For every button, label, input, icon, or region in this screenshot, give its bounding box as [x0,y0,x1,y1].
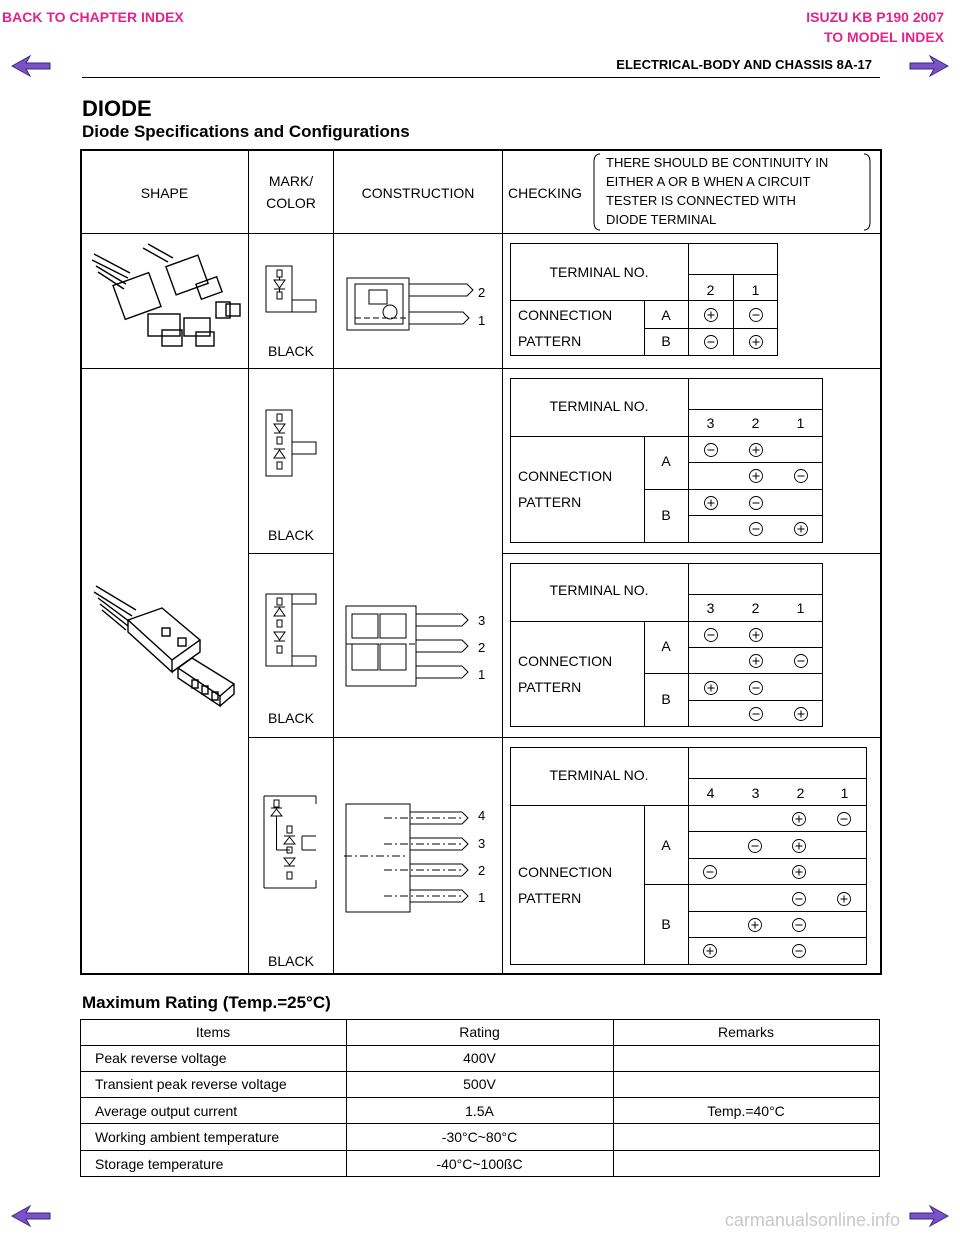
checking-note-line-4: DIODE TERMINAL [606,212,717,227]
minus-terminal-icon [748,706,764,722]
previous-page-arrow-icon[interactable] [12,56,50,76]
terminal-no-label: TERMINAL NO. [549,398,649,414]
minus-terminal-icon [791,891,807,907]
header-color: COLOR [266,195,316,211]
pattern-a-label: A [661,638,671,654]
plus-terminal-icon [703,307,719,323]
rating-value: 1.5A [465,1103,494,1119]
header-checking: CHECKING [508,185,582,201]
rating-item: Storage temperature [95,1156,224,1172]
rating-value: 400V [463,1050,496,1066]
minus-terminal-icon [702,864,718,880]
plus-terminal-icon [793,706,809,722]
mark-color-black: BLACK [268,953,314,969]
pin-label: 3 [478,836,486,851]
plus-terminal-icon [703,680,719,696]
pattern-label: PATTERN [518,333,582,349]
pin-label: 2 [478,863,486,878]
mark-color-black: BLACK [268,710,314,726]
plus-terminal-icon [836,891,852,907]
plus-terminal-icon [748,653,764,669]
rating-item: Working ambient temperature [95,1129,280,1145]
pattern-b-label: B [661,691,671,707]
rating-item: Average output current [95,1103,238,1119]
pattern-b-label: B [661,916,671,932]
pattern-b-label: B [661,333,671,349]
pin-label: 1 [478,667,486,682]
minus-terminal-icon [703,334,719,350]
minus-terminal-icon [791,917,807,933]
terminal-number: 3 [751,785,760,801]
rating-header-rating: Rating [459,1024,500,1040]
four-pin-construction-drawing [344,800,484,915]
pin-label: 2 [478,285,486,300]
triple-diode-mark-symbol-icon [262,794,322,890]
terminal-no-label: TERMINAL NO. [549,264,649,280]
pattern-a-label: A [661,837,671,853]
header-construction: CONSTRUCTION [361,185,475,201]
pin-label: 4 [478,808,486,823]
terminal-number: 3 [706,600,715,616]
plus-terminal-icon [748,334,764,350]
rating-remark: Temp.=40°C [707,1103,785,1119]
plus-terminal-icon [748,627,764,643]
minus-terminal-icon [793,468,809,484]
model-line: ISUZU KB P190 2007 [806,9,944,25]
pattern-a-label: A [661,307,671,323]
header-mark: MARK/ [268,173,314,189]
previous-page-arrow-icon[interactable] [12,1206,50,1226]
minus-terminal-icon [703,627,719,643]
terminal-number: 2 [751,415,760,431]
dual-diode-mark-symbol-alt-icon [264,592,320,668]
connection-label: CONNECTION [518,653,613,669]
connection-label: CONNECTION [518,468,613,484]
terminal-number: 1 [796,600,805,616]
diode-mark-symbol-icon [264,264,320,314]
plus-terminal-icon [748,442,764,458]
rating-item: Peak reverse voltage [95,1050,227,1066]
section-subtitle: Diode Specifications and Configurations [82,122,410,141]
three-pin-construction-drawing [344,604,484,688]
rating-value: 500V [463,1076,496,1092]
two-pin-diode-connector-image [88,240,243,360]
minus-terminal-icon [747,838,763,854]
page-title: DIODE [82,96,152,121]
rating-item: Transient peak reverse voltage [95,1076,287,1092]
minus-terminal-icon [748,495,764,511]
checking-note-line-3: TESTER IS CONNECTED WITH [606,193,796,208]
terminal-number: 1 [751,282,760,298]
terminal-number: 2 [796,785,805,801]
mark-color-black: BLACK [268,343,314,359]
plus-terminal-icon [791,811,807,827]
plus-terminal-icon [747,917,763,933]
dual-diode-mark-symbol-icon [264,408,320,478]
pattern-b-label: B [661,507,671,523]
rating-header-remarks: Remarks [717,1024,774,1040]
minus-terminal-icon [703,442,719,458]
terminal-number: 3 [706,415,715,431]
page-header: ELECTRICAL-BODY AND CHASSIS 8A-17 [616,57,872,72]
terminal-no-label: TERMINAL NO. [549,767,649,783]
next-page-arrow-icon[interactable] [910,1206,948,1226]
checking-note-line-1: THERE SHOULD BE CONTINUITY IN [606,155,829,170]
rating-header-items: Items [195,1024,231,1040]
pin-label: 1 [478,313,486,328]
pattern-label: PATTERN [518,890,582,906]
pin-label: 2 [478,640,486,655]
checking-note-line-2: EITHER A OR B WHEN A CIRCUIT [606,174,811,189]
watermark: carmanualsonline.info [724,1210,900,1230]
mark-color-black: BLACK [268,527,314,543]
minus-terminal-icon [748,521,764,537]
minus-terminal-icon [748,680,764,696]
rating-value: -40°C~100ßC [436,1156,523,1172]
plus-terminal-icon [748,468,764,484]
plus-terminal-icon [703,495,719,511]
terminal-number: 4 [706,785,715,801]
terminal-number: 2 [706,282,715,298]
header-shape: SHAPE [140,185,189,201]
terminal-no-label: TERMINAL NO. [549,582,649,598]
plus-terminal-icon [793,521,809,537]
header-rule [82,77,880,78]
connection-label: CONNECTION [518,307,613,323]
rating-title: Maximum Rating (Temp.=25°C) [82,993,331,1012]
to-model-index-link[interactable]: TO MODEL INDEX [823,29,944,45]
plus-terminal-icon [702,943,718,959]
terminal-number: 1 [840,785,849,801]
minus-terminal-icon [793,653,809,669]
rating-value: -30°C~80°C [441,1129,518,1145]
pattern-a-label: A [661,453,671,469]
back-to-chapter-link[interactable]: BACK TO CHAPTER INDEX [2,9,184,25]
terminal-number: 2 [751,600,760,616]
pin-label: 3 [478,613,486,628]
connection-label: CONNECTION [518,864,613,880]
pin-label: 1 [478,890,486,905]
minus-terminal-icon [748,307,764,323]
three-pin-diode-connector-image [92,580,242,715]
plus-terminal-icon [791,838,807,854]
pattern-label: PATTERN [518,679,582,695]
pattern-label: PATTERN [518,494,582,510]
minus-terminal-icon [836,811,852,827]
plus-terminal-icon [791,864,807,880]
two-pin-construction-drawing [345,274,495,334]
terminal-number: 1 [796,415,805,431]
next-page-arrow-icon[interactable] [910,56,948,76]
minus-terminal-icon [791,943,807,959]
